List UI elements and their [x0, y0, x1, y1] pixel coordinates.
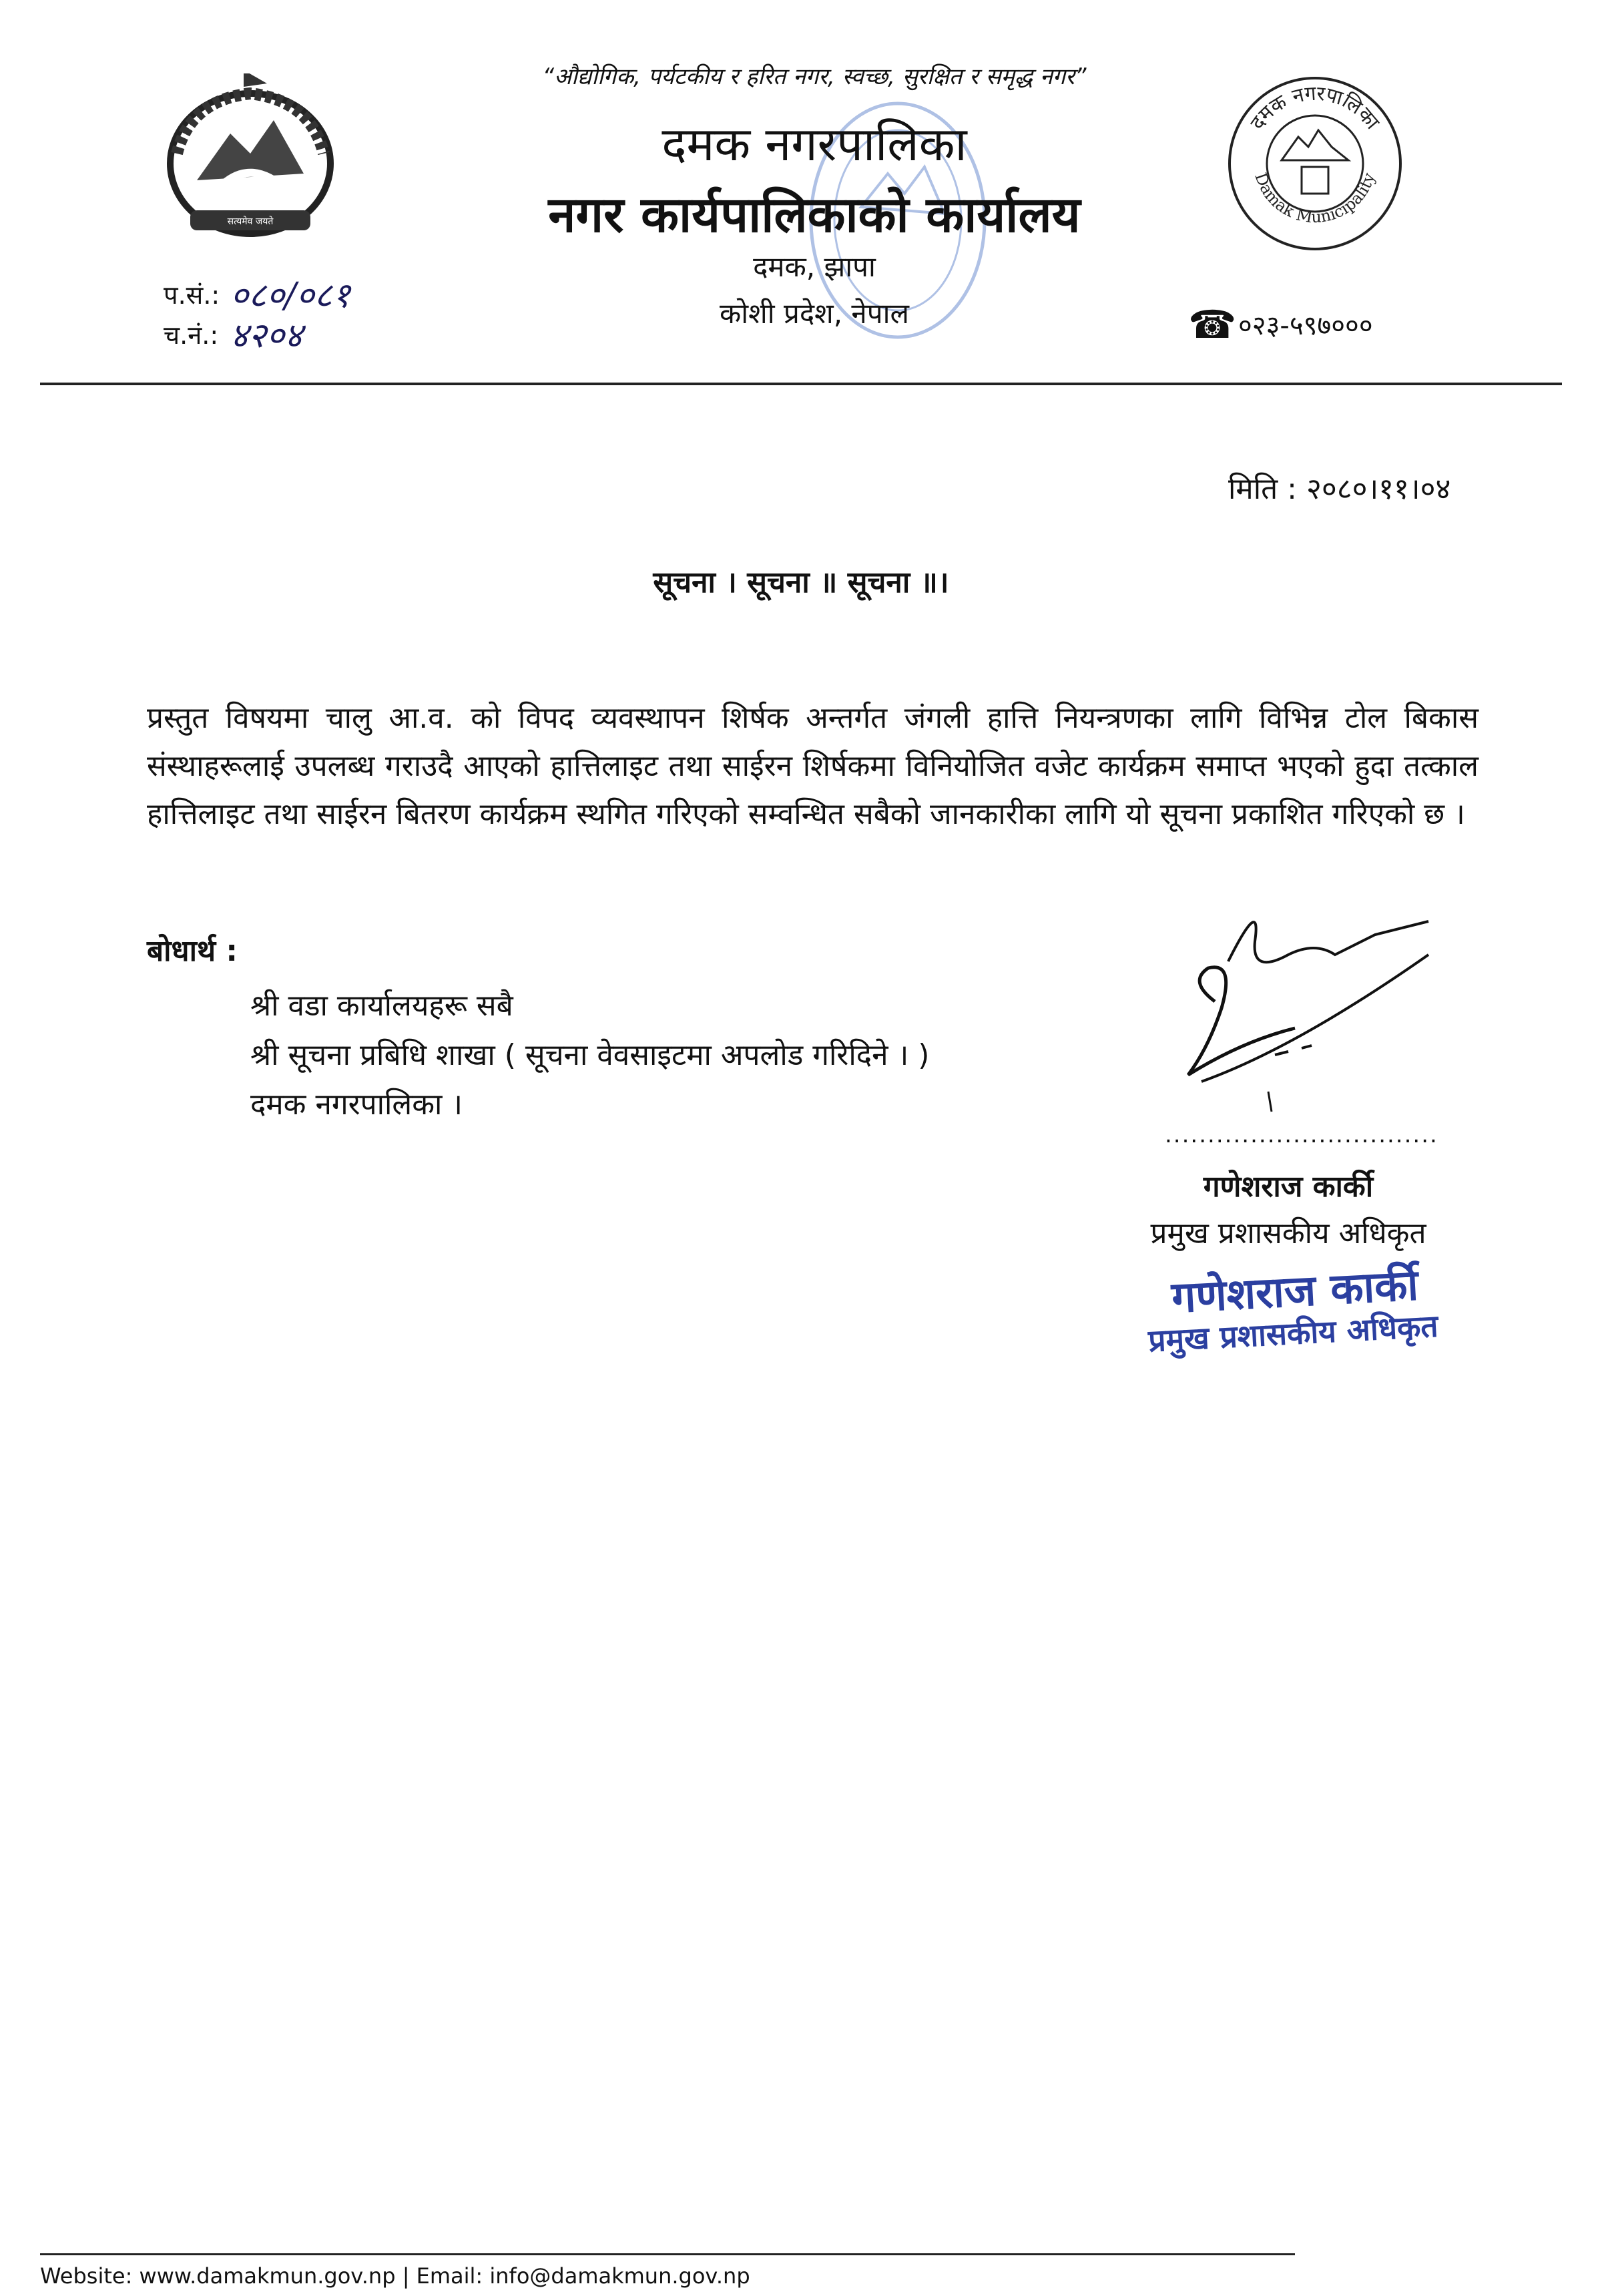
notice-title: सूचना । सूचना ॥ सूचना ॥।: [653, 565, 949, 600]
notice-body: प्रस्तुत विषयमा चालु आ.व. को विपद व्यवस्थापन शिर्षक अन्तर्गत जंगली हात्ति नियन्त्रणका लागि विभिन्न टोल बिकास संस्थाहरूलाई उपलब्ध गराउदै आएको हात्तिलाइट तथा साईरन शिर्षकमा विनियोजित वजेट कार्यक्रम समाप्त भएको हुदा तत्काल हात्तिलाइट तथा साईरन बितरण कार्यक्रम स्थगित गरिएको सम्वन्धित सबैको जानकारीका लागि यो सूचना प्रकाशित गरिएको छ ।: [147, 701, 1479, 831]
dispatch-number-value: ४२०४: [230, 316, 303, 356]
handwritten-signature: [1161, 881, 1442, 1122]
logo-top-text: दमक नगरपालिका: [1246, 81, 1384, 134]
header-divider: [40, 383, 1562, 385]
cc-item: दमक नगरपालिका ।: [250, 1088, 463, 1122]
cc-item: श्री वडा कार्यालयहरू सबै: [250, 989, 513, 1023]
address-line-2: कोशी प्रदेश, नेपाल: [720, 297, 909, 330]
emblem-caption: सत्यमेव जयते: [227, 216, 274, 227]
telephone-icon: ☎: [1188, 302, 1237, 347]
logo-bottom-text: Damak Municipality: [1251, 170, 1379, 227]
document-date: मिति : २०८०।११।०४: [1228, 472, 1451, 506]
stamp-signer-title: प्रमुख प्रशासकीय अधिकृत: [1147, 1307, 1439, 1359]
slogan: “औद्योगिक, पर्यटकीय र हरित नगर, स्वच्छ, सुरक्षित र समृद्ध नगर”: [542, 63, 1087, 90]
cc-heading: बोधार्थ :: [147, 934, 238, 968]
stamp-signer-name: गणेशराज कार्की: [1170, 1260, 1420, 1323]
dispatch-number-label: च.नं.:: [164, 320, 219, 350]
signer-name: गणेशराज कार्की: [1203, 1170, 1374, 1204]
nepal-emblem-logo: [150, 73, 350, 247]
svg-text:Damak Municipality: [1251, 170, 1378, 226]
reference-number-label: प.सं.:: [164, 280, 220, 310]
cc-list: [250, 981, 929, 1130]
damak-municipality-logo: [1225, 73, 1405, 254]
svg-text:दमक नगरपालिका: [1246, 82, 1384, 135]
footer-divider: [40, 2253, 1295, 2255]
reference-number-value: ०८०/०८१: [230, 276, 350, 316]
address-line-1: दमक, झापा: [753, 250, 876, 283]
municipality-name: दमक नगरपालिका: [661, 117, 967, 172]
office-name: नगर कार्यपालिकाको कार्यालय: [548, 186, 1081, 244]
phone-number: ०२३-५९७०००: [1238, 310, 1373, 341]
signer-title: प्रमुख प्रशासकीय अधिकृत: [1150, 1216, 1426, 1250]
signature-line: ................................: [1165, 1122, 1438, 1148]
footer-contact: Website: www.damakmun.gov.np | Email: info@damakmun.gov.np: [40, 2263, 750, 2289]
cc-item: श्री सूचना प्रबिधि शाखा ( सूचना वेवसाइटमा अपलोड गरिदिने । ): [250, 1038, 930, 1072]
